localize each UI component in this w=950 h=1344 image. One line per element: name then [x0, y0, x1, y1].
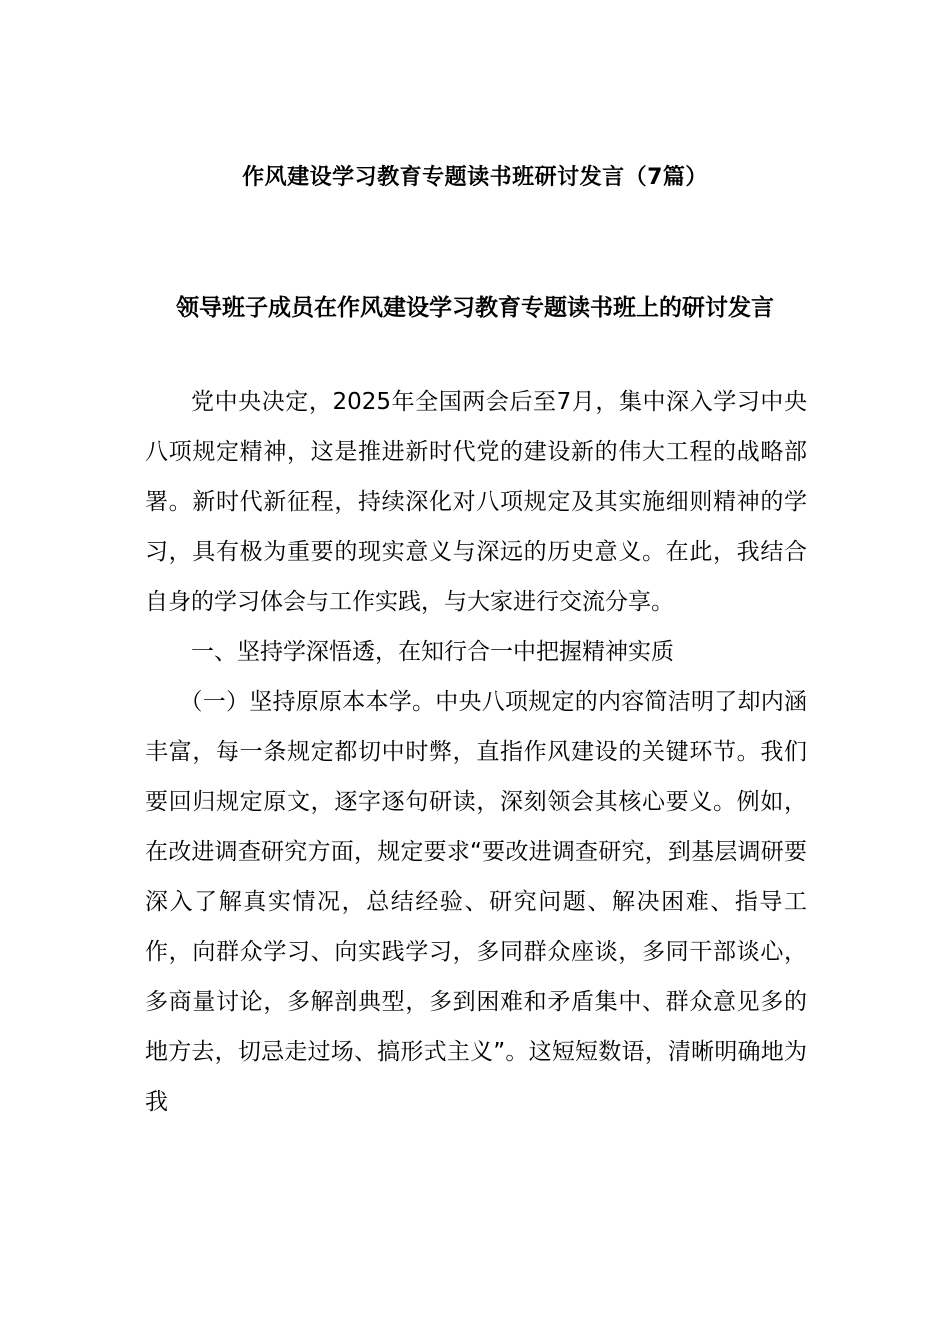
document-body: [145, 377, 807, 1127]
paragraph-heading-one: 一、坚持学深悟透，在知行合一中把握精神实质: [191, 639, 674, 665]
section-title: 领导班子成员在作风建设学习教育专题读书班上的研讨发言: [176, 295, 774, 321]
document-title: 作风建设学习教育专题读书班研讨发言（7篇）: [242, 165, 708, 190]
paragraph-intro: 党中央决定，2025年全国两会后至7月，集中深入学习中央八项规定精神，这是推进新时代党的建设新的伟大工程的战略部署。新时代新征程，持续深化对八项规定及其实施细则精神的学习，具有极为重要的现实意义与深远的历史意义。在此，我结合自身的学习体会与工作实践，与大家进行交流分享。: [145, 389, 807, 615]
paragraph-subsection-one: （一）坚持原原本本学。中央八项规定的内容简洁明了却内涵丰富，每一条规定都切中时弊，直指作风建设的关键环节。我们要回归规定原文，逐字逐句研读，深刻领会其核心要义。例如，在改进调查研究方面，规定要求“要改进调查研究，到基层调研要深入了解真实情况，总结经验、研究问题、解决困难、指导工作，向群众学习、向实践学习，多同群众座谈，多同干部谈心，多商量讨论，多解剖典型，多到困难和矛盾集中、群众意见多的地方去，切忌走过场、搞形式主义”。这短短数语，清晰明确地为我: [145, 689, 807, 1115]
